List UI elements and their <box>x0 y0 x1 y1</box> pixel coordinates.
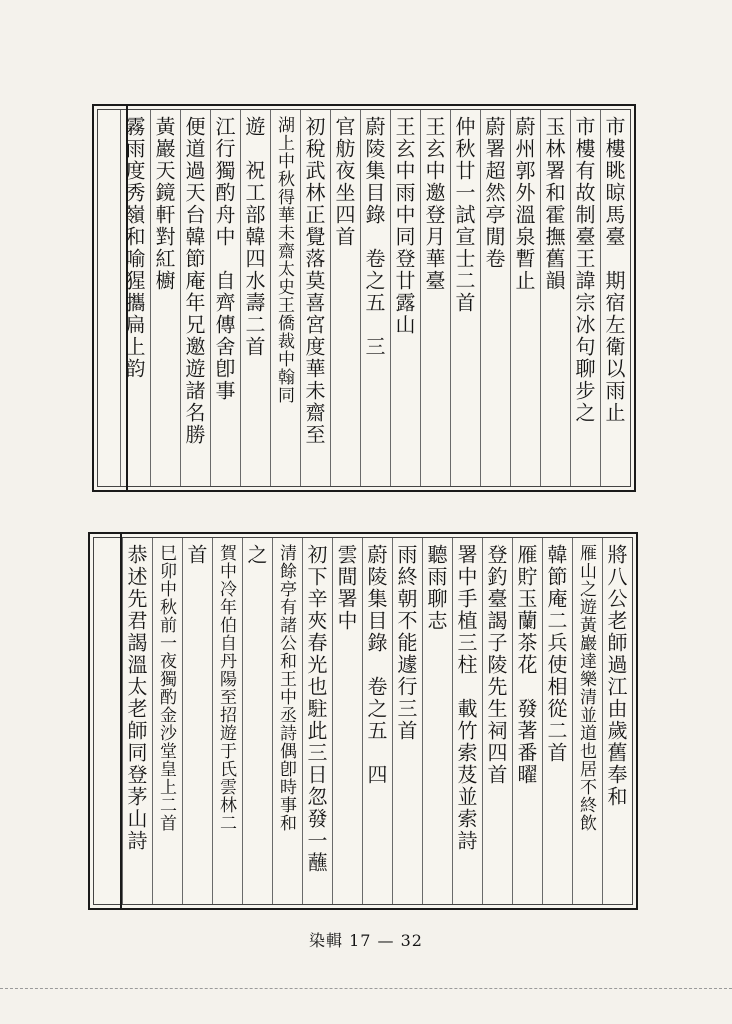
column-rule <box>482 538 483 904</box>
page-footer: 染輯 17 — 32 <box>309 931 423 950</box>
column-rule <box>180 110 181 486</box>
column-rule <box>392 538 393 904</box>
column-rule <box>542 538 543 904</box>
column-rule <box>512 538 513 904</box>
column-rule <box>120 110 121 486</box>
text-column-2: 雁山之遊黃巖達樂清並道也居不終飲 <box>576 544 596 832</box>
column-rule <box>152 538 153 904</box>
column-rule <box>420 110 421 486</box>
text-column-4: 雁貯玉蘭茶花 發著番曜 <box>514 544 538 786</box>
column-rule <box>570 110 571 486</box>
text-column-5: 登釣臺謁子陵先生祠四首 <box>484 544 508 786</box>
column-rule <box>510 110 511 486</box>
text-column-15: 首 <box>184 544 208 566</box>
column-rule <box>452 538 453 904</box>
text-column-14: 賀中冷年伯自丹陽至招遊于氏雲林二 <box>216 544 236 832</box>
text-column-7: 王玄中邀登月華臺 <box>422 116 446 292</box>
text-column-12: 湖上中秋得華未齋太史王僑裁中翰同 <box>274 116 294 404</box>
text-column-2: 市樓有故制臺王諱宗冰句聊步之 <box>572 116 596 424</box>
text-column-1: 市樓眺晾馬臺 期宿左衛以雨止 <box>602 116 626 424</box>
text-column-7: 聽雨聊志 <box>424 544 448 632</box>
text-column-10: 官舫夜坐四首 <box>332 116 356 248</box>
column-rule <box>422 538 423 904</box>
text-column-13: 遊 祝工部韓四水壽二首 <box>242 116 266 358</box>
text-column-17: 恭述先君謁溫太老師同登茅山詩 <box>124 544 148 852</box>
text-column-14: 江行獨酌舟中 自齊傳舍卽事 <box>212 116 236 402</box>
column-rule <box>362 538 363 904</box>
column-rule <box>272 538 273 904</box>
text-column-10: 雲間署中 <box>334 544 358 632</box>
column-rule <box>242 538 243 904</box>
text-column-5: 蔚署超然亭閒卷 <box>482 116 506 270</box>
column-rule <box>602 538 603 904</box>
column-rule <box>302 538 303 904</box>
column-rule <box>150 110 151 486</box>
text-column-1: 將八公老師過江由歲舊奉和 <box>604 544 628 808</box>
text-column-16: 黃巖天鏡軒對紅櫥 <box>152 116 176 292</box>
column-rule <box>450 110 451 486</box>
column-rule <box>212 538 213 904</box>
text-column-12: 清餘亭有諸公和王中丞詩偶卽時事和 <box>276 544 296 832</box>
page-top <box>92 104 636 492</box>
text-column-11: 初下辛夾春光也駐此三日忽發一蘸 <box>304 544 328 874</box>
text-column-11: 初稅武林正覺落莫喜宮度華未齋至 <box>302 116 326 446</box>
column-rule <box>600 110 601 486</box>
text-column-15: 便道過天台韓節庵年兄邀遊諸名勝 <box>182 116 206 446</box>
column-rule <box>122 538 123 904</box>
text-column-13: 之 <box>244 544 268 566</box>
text-column-6: 仲秋廿一試宣士二首 <box>452 116 476 314</box>
column-rule <box>572 538 573 904</box>
column-rule <box>540 110 541 486</box>
text-column-3: 玉林署和霍撫舊韻 <box>542 116 566 292</box>
text-column-6: 署中手植三柱 載竹索芨並索詩 <box>454 544 478 852</box>
scan-edge-divider <box>0 988 732 995</box>
text-column-17: 霧雨度秀嶺和喻猩攜扁上韵 <box>122 116 146 380</box>
column-rule <box>270 110 271 486</box>
column-rule <box>390 110 391 486</box>
column-rule <box>182 538 183 904</box>
text-column-16: 巳卯中秋前一夜獨酌金沙堂皇上二首 <box>156 544 176 832</box>
text-column-9: 蔚陵集目錄 卷之五 三 <box>362 116 386 358</box>
column-rule <box>330 110 331 486</box>
text-column-9: 蔚陵集目錄 卷之五 四 <box>364 544 388 786</box>
text-column-8: 雨終朝不能遽行三首 <box>394 544 418 742</box>
text-column-3: 韓節庵二兵使相從二首 <box>544 544 568 764</box>
column-rule <box>360 110 361 486</box>
column-rule <box>332 538 333 904</box>
text-column-8: 王玄中雨中同登廿露山 <box>392 116 416 336</box>
text-column-4: 蔚州郭外溫泉暫止 <box>512 116 536 292</box>
page-bottom <box>88 532 638 910</box>
column-rule <box>210 110 211 486</box>
column-rule <box>480 110 481 486</box>
column-rule <box>300 110 301 486</box>
column-rule <box>240 110 241 486</box>
